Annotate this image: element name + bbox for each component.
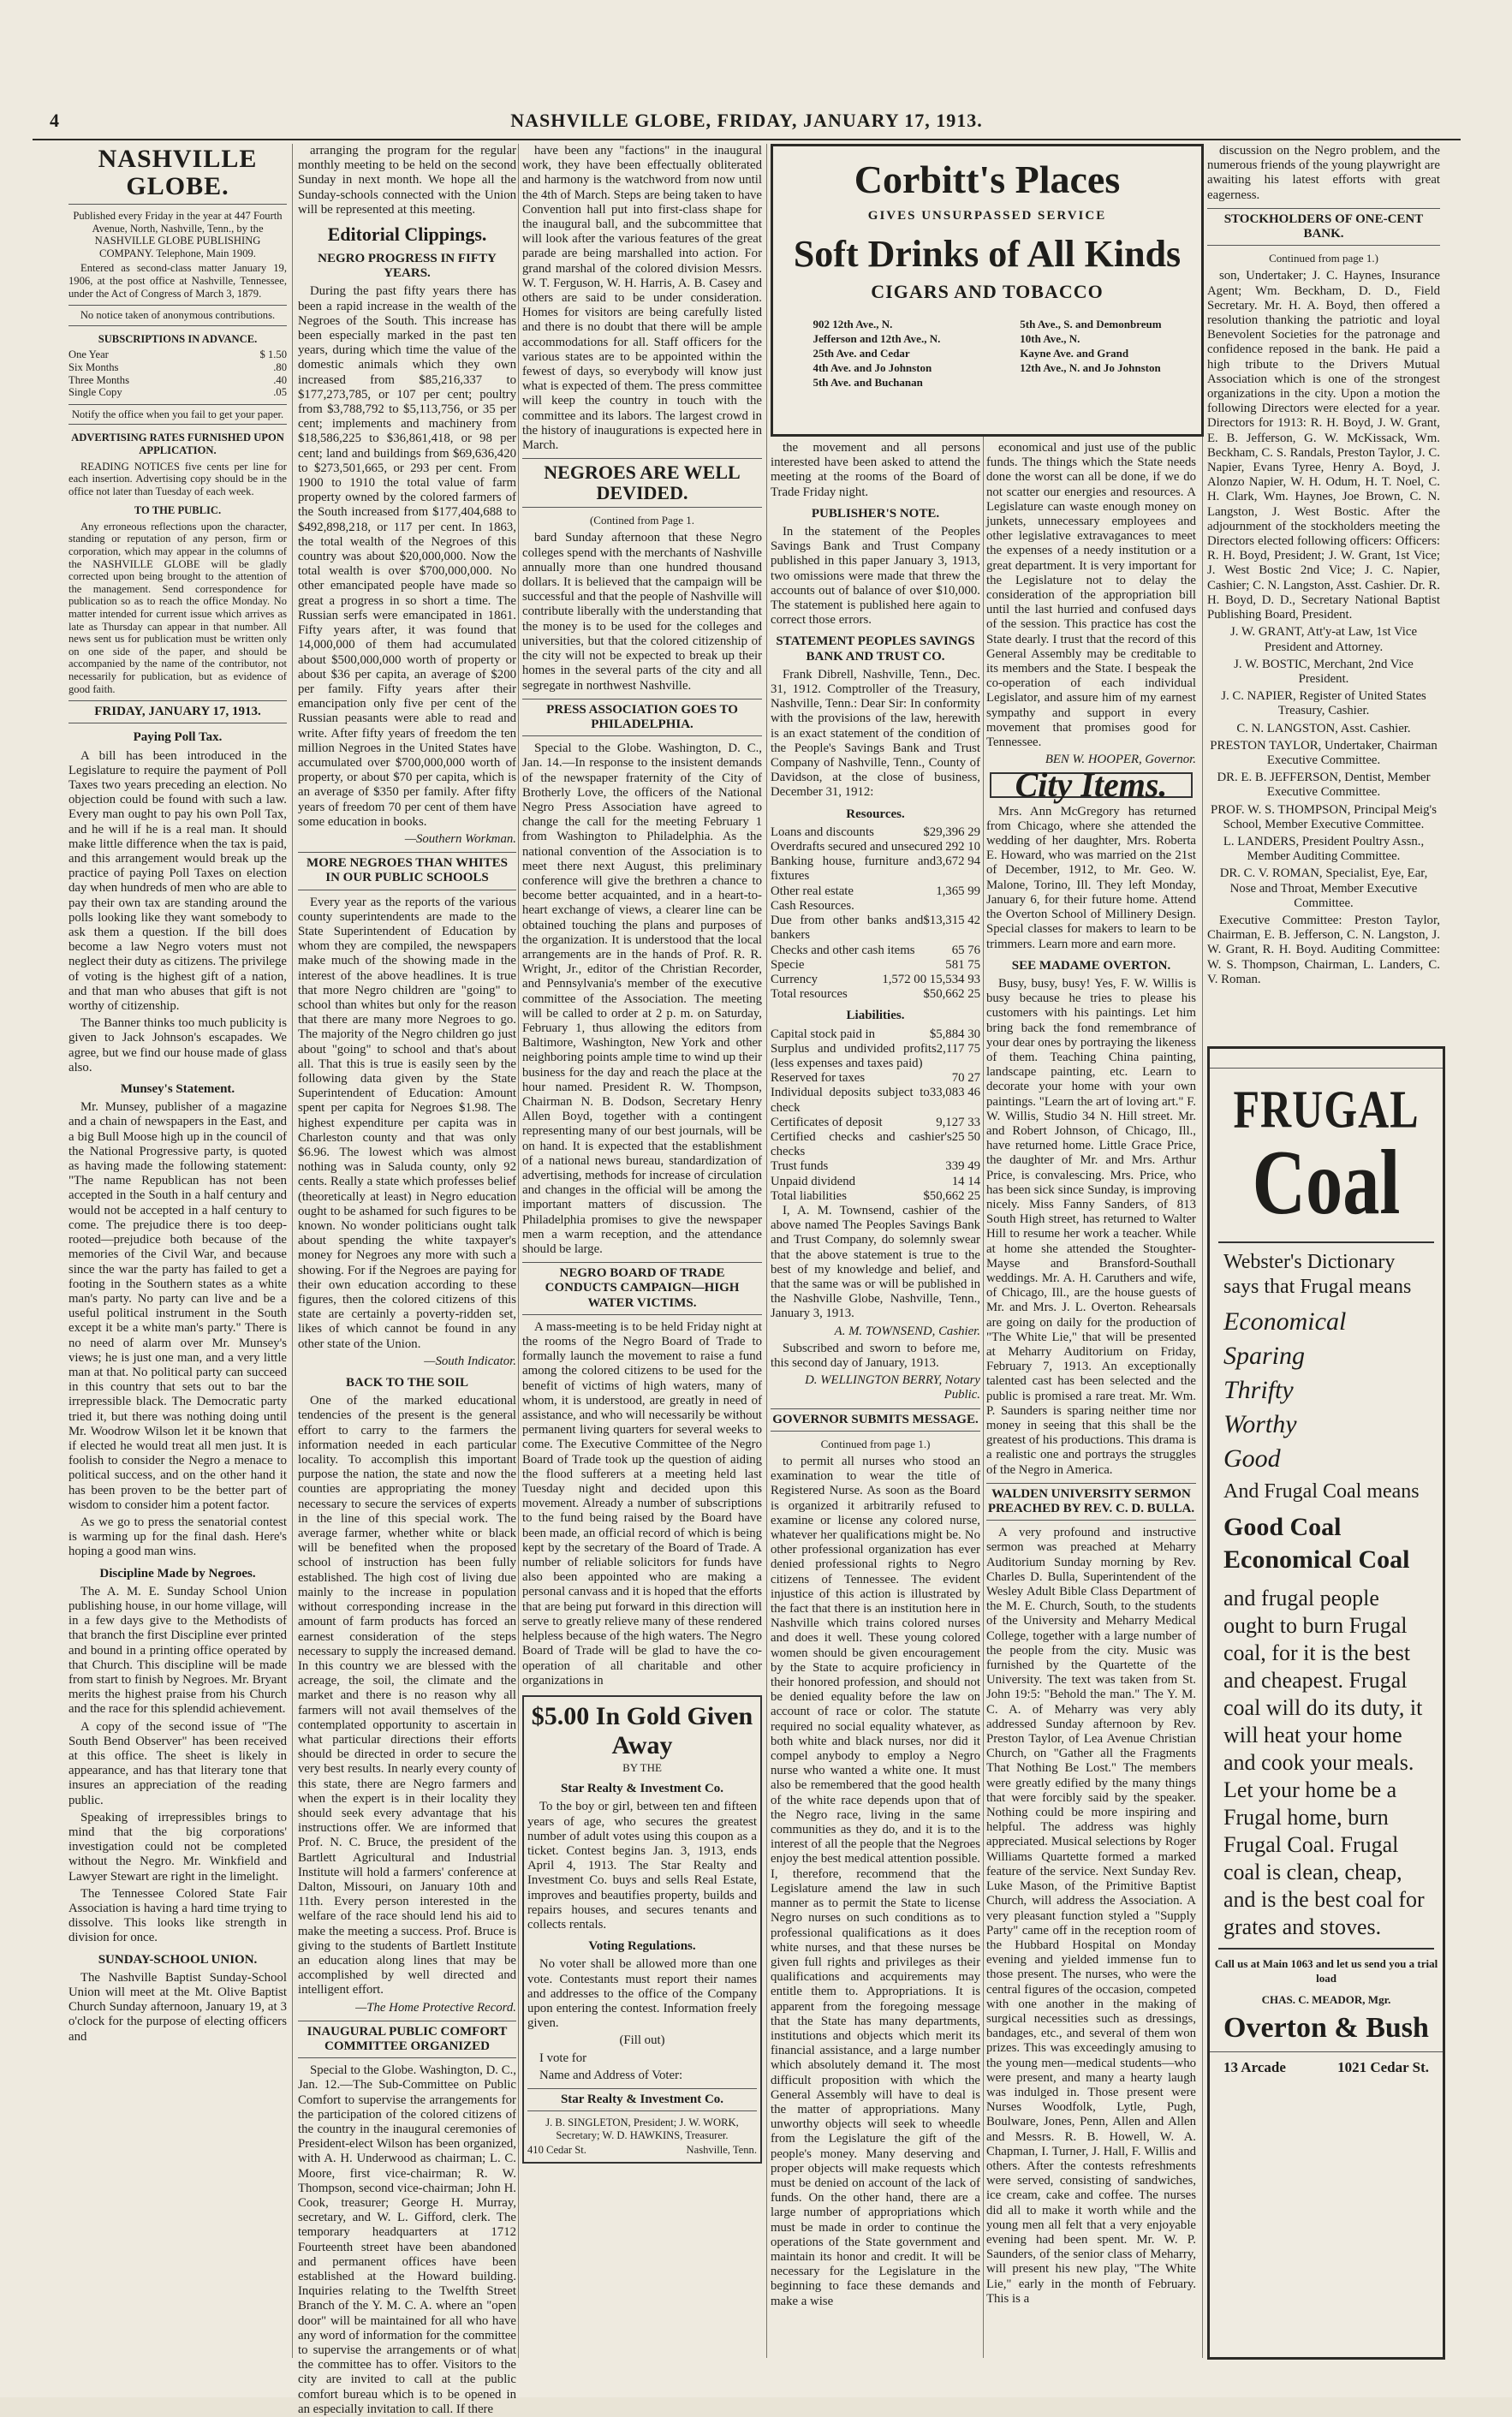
resource-row [771, 914, 980, 943]
liability-row-label: Unpaid dividend [771, 1174, 856, 1188]
corbitt-title: Corbitt's Places [854, 158, 1121, 201]
bank-officer: DR. C. V. ROMAN, Specialist, Eye, Ear, Nose and Throat, Member Executive Committee. [1219, 866, 1428, 910]
press-association-article: Special to the Globe. Washington, D. C., Jan. 14.—In response to the insistent demands of the newspaper fraternity of the City of Brotherly Love, the officers of the National Negro Press Association have agreed to change the call for the meeting February 1 from Washington to Philadelphia. As the national convention of the Association is to meet there next August, this preliminary conference will give the brethren a chance to become better acquainted, and in a heart-to-heart exchange of views, a clearer line can be obtained touching the plans and purposes of the organization. It is understood that the local arrangements are in the hands of Prof. R. R. Wright, Jr., editor of the Christian Recorder, and Pennsylvania's member of the executive committee of the Association. The meeting will be called to order at 2 p. m. on Saturday, February 1, thus allowing the editors from Baltimore, Washington, New York and other neighboring points ample time to wind up their business for the day and reach the place at the hour named. President R. W. Thompson, Chairman N. B. Dodson, Secretary Henry Allen Boyd, together with a contingent representing many of our best journals, will be on hand. It is expected that the establishment of a national news bureau, standardization of advertising, methods for increase of circulation and changes in the official will be among the important matters of discussion. The Philadelphia promises to give the newspaper men a warm reception, and the attendance should be large. [522, 741, 762, 1257]
bank-officer: PRESTON TAYLOR, Undertaker, Chairman Executive Committee. [1210, 738, 1438, 767]
page-number: 4 [50, 110, 59, 131]
city-items-text: Mrs. Ann McGregory has returned from Chicago, where she attended the wedding of her daughter, Mrs. Roberta E. Howard, who was married on the 21st of December, 1912, to Mr. Geo. W. Malone, Torino, Ill. They left Monday, January 6, for their future home. Attend the Overton School of Millinery Design. Special classes for makers to learn to be trimmers. Learn more and earn more. [986, 804, 1196, 951]
corbitt-addresses [773, 317, 1201, 390]
resources-heading: Resources. [846, 807, 905, 821]
economical-coal-line: Economical Coal [1223, 1545, 1410, 1574]
column-6 [1207, 144, 1440, 1036]
gold-giveaway-ad [522, 1695, 762, 2164]
liability-row-label: Reserved for taxes [771, 1071, 866, 1086]
cashier-signature: A. M. TOWNSEND, Cashier. [834, 1324, 980, 1338]
frugal-body: and frugal people ought to burn Frugal coal, for it is the best and cheapest. Frugal coal will do its duty, it will heat your home and cook your meals. Let your home be a Frugal home, burn Frugal Coal. Frugal coal is clean, cheap, and is the best coal for grates and stoves. [1223, 1586, 1425, 1939]
gold-giveaway-by: BY THE [622, 1760, 662, 1774]
walden-sermon-heading: WALDEN UNIVERSITY SERMON PREACHED BY REV. C. D. BULLA. [986, 1483, 1196, 1521]
back-to-soil-heading: BACK TO THE SOIL [346, 1376, 468, 1390]
playwright-continued: discussion on the Negro problem, and the numerous friends of the young playwright are awaiting his latest efforts with great eagerness. [1207, 144, 1440, 202]
negro-progress-article: During the past fifty years there has been a rapid increase in the wealth of the Negroes of the South. This increase has been especially marked in the past ten years, during which time the value of the domestic animals which they own increased from $85,216,337 to $177,273,785, or 107 per cent; poultry from $3,788,792 to $5,113,756, or 35 per cent; implements and machinery from $18,586,225 to $36,861,418, or 98 per cent; land and buildings from $69,636,420 to $273,501,665, or 293 per cent. From 1900 to 1910 the total value of farm property owned by the colored farmers of the South increased from $177,404,688 to $492,898,218, or 117 per cent. In 1863, the total wealth of the Negroes of this country was about $20,000,000. Now the total wealth is over $700,000,000. No other emancipated people have made so great a progress in so short a time. The Russian serfs were emancipated in 1861. Fifty years after, it was found that 14,000,000 of them had accumulated about $500,000,000 worth of property or about $36 per capita, an average of $200 per family. Fifty years after their emancipation only five per cent of the Russian peasants were able to read and write. After fifty years of freedom the ten million Negroes in the United States have accumulated over $700,000,000 worth of property, or about $70 per capita, which is an average of $350 per family. After fifty years of freedom 70 per cent of them have some education in books. [298, 284, 516, 829]
subscription-row-value: $ 1.50 [259, 348, 287, 361]
column-rule [292, 144, 293, 2358]
bank-officer: DR. E. B. JEFFERSON, Dentist, Member Executive Committee. [1217, 771, 1431, 800]
liability-row-value: 70 27 [951, 1071, 980, 1086]
frugal-meaning-word: Thrifty [1223, 1376, 1294, 1404]
bank-officer: L. LANDERS, President Poultry Assn., Member Auditing Committee. [1223, 834, 1425, 864]
negroes-devided-article: bard Sunday afternoon that these Negro colleges spend with the merchants of Nashville annually more than one hundred thousand dollars. It is believed that the campaign will be successful and that the people of Nashville will contribute liberally with the understanding that the money is to be used for the colleges and universities, but that the colored citizenship of the city will not be expected to break up their homes in the several parts of the city and all segregate in northwest Nashville. [522, 531, 762, 693]
column-rule [518, 144, 519, 2358]
voter-name-line: Name and Address of Voter: [539, 2068, 683, 2082]
liability-row [771, 1071, 980, 1086]
board-of-trade-heading: NEGRO BOARD OF TRADE CONDUCTS CAMPAIGN—HIGH WATER VICTIMS. [522, 1262, 762, 1315]
subscription-row [68, 386, 287, 399]
liability-row-value: 2,117 75 [936, 1041, 980, 1056]
to-the-public-heading: TO THE PUBLIC. [134, 504, 222, 517]
board-of-trade-article: A mass-meeting is to be held Friday night at the rooms of the Negro Board of Trade to formally launch the movement to raise a fund among the colored citizens to be used for the benefit of victims of high waters, many of whom, it is understood, are greatly in need of assistance, and who will necessarily be without permanent living quarters for several weeks to come. The Executive Committee of the Negro Board of Trade took up the question of aiding the flood sufferers at a meeting held last Tuesday night and decided upon this movement. Already a number of subscriptions to the fund being raised by the Board have been made, an official record of which is being kept by the secretary of the Board of Trade. A number of reliable solicitors for funds have also been appointed who are making a personal canvass and it is hoped that the efforts that are being put forward in this direction will serve to greatly relieve many of these rendered helpless because of the high waters. The Negro Board of Trade will be glad to have the co-operation of all charitable and other organizations in [522, 1319, 762, 1688]
sunday-school-heading: SUNDAY-SCHOOL UNION. [98, 1952, 258, 1967]
sunday-school-continued: arranging the program for the regular monthly meeting to be held on the second Sunday in next month. We hope all the Sunday-schools connected with the Union will be represented at this meeting. [298, 144, 516, 217]
company-footer: Star Realty & Investment Co. [527, 2088, 757, 2111]
resource-row-label: Cash Resources. [771, 898, 854, 913]
public-schools-heading: MORE NEGROES THAN WHITES IN OUR PUBLIC SCHOOLS [298, 852, 516, 890]
bank-officers-list [1207, 625, 1440, 911]
column-1 [68, 144, 287, 2358]
resource-row [771, 973, 980, 987]
liability-row-value: 33,083 46 [929, 1086, 980, 1100]
to-the-public-text: Any erroneous reflections upon the character, standing or reputation of any person, firm or corporation, which may appear in the columns of the NASHVILLE GLOBE will be gladly corrected upon being brought to the attention of the management. Send correspondence for publication so as to reach the office Monday. No matter intended for current issue which arrives as late as Thursday can appear in that number. All news sent us for publication must be written only on one side of the paper, and should be accompanied by the name of the contributor, not necessarily for publication, but as evidence of good faith. [68, 520, 287, 695]
back-to-soil-source: —The Home Protective Record. [355, 2000, 516, 2015]
notify-notice: Notify the office when you fail to get your paper. [68, 404, 287, 426]
liability-row-label: Surplus and undivided profits (less expenses and taxes paid) [771, 1041, 937, 1070]
resource-row [771, 854, 980, 884]
entry-notice: Entered as second-class matter January 19, 1906, at the post office at Nashville, Tennessee, under the Act of Congress of March 3, 1879. [68, 262, 287, 300]
publisher-info: Published every Friday in the year at 447 Fourth Avenue, North, Nashville, Tenn., by the NASHVILLE GLOBE PUBLISHING COMPANY. Telephone, Main 1909. [73, 210, 283, 259]
bank-statement-intro: Frank Dibrell, Nashville, Tenn., Dec. 31, 1912. Comptroller of the Treasury, Nashville, Tenn.: Dear Sir: In conformity with the provisions of the law, herewith is an exact statement of the condition of the People's Savings Bank and Trust Company of Nashville, Tenn., County of Davidson, at the close of business, December 31, 1912: [771, 667, 980, 800]
resource-row [771, 944, 980, 958]
senatorial-item: As we go to press the senatorial contest is warming up for the final dash. Here's hoping a good man wins. [68, 1515, 287, 1559]
liability-row [771, 1130, 980, 1159]
publishers-note-text: In the statement of the Peoples Savings Bank and Trust Company published in this paper January 3, 1913, two omissions were made that threw the accounts out of balance of over $10,000. The statement is published here again to correct those errors. [771, 525, 980, 628]
subscription-row-label: One Year [68, 348, 109, 361]
resource-row-value: $13,315 42 [923, 914, 980, 928]
notary-signature: D. WELLINGTON BERRY, Notary Public. [805, 1373, 980, 1402]
ad-divider [1218, 1948, 1434, 1950]
resource-row-value: 65 76 [951, 943, 980, 957]
subscription-row-value: .40 [273, 373, 287, 386]
inaugural-heading: INAUGURAL PUBLIC COMFORT COMMITTEE ORGANIZED [298, 2021, 516, 2058]
liability-row [771, 1159, 980, 1174]
resource-row [771, 825, 980, 840]
subscriptions-heading: SUBSCRIPTIONS IN ADVANCE. [98, 332, 258, 345]
resource-row-label: Currency [771, 972, 819, 986]
liability-row-label: Certified checks and cashier's checks [771, 1129, 952, 1159]
governor-signature: BEN W. HOOPER, Governor. [1045, 753, 1196, 767]
resource-row-label: Checks and other cash items [771, 943, 915, 957]
bank-officer: C. N. LANGSTON, Asst. Cashier. [1236, 721, 1411, 735]
subscription-row-label: Single Copy [68, 386, 122, 399]
liabilities-table [771, 1027, 980, 1204]
public-schools-source: —South Indicator. [424, 1354, 516, 1368]
negro-progress-source: —Southern Workman. [404, 831, 516, 846]
frugal-meaning-word: Good [1223, 1444, 1281, 1473]
voting-regulations-heading: Voting Regulations. [588, 1939, 696, 1954]
subscription-row [68, 374, 287, 387]
frugal-coal-ad [1207, 1046, 1445, 2360]
resource-row-label: Specie [771, 957, 805, 972]
corbitt-drinks: Soft Drinks of All Kinds [793, 233, 1182, 275]
column-4 [771, 441, 980, 2358]
advertising-rates: READING NOTICES five cents per line for each insertion. Advertising copy should be in the office not later than Tuesday of each week. [68, 460, 287, 497]
liability-row-value: $50,662 25 [923, 1188, 980, 1203]
company-address [527, 2144, 757, 2157]
stockholders-continued-note: Continued from page 1.) [1269, 252, 1378, 265]
resource-row-value: 1,572 00 15,534 93 [882, 972, 980, 986]
negroes-devided-heading: NEGROES ARE WELL DEVIDED. [522, 458, 762, 508]
stockholders-article: son, Undertaker; J. C. Haynes, Insurance Agent; Wm. Beckham, D. D., Field Secretary. Mr. H. A. Boyd, then offered a resolution thanking the patriotic and loyal Benevolent Societies for the patronage and confidence reposed in the bank. He paid a high tribute to the Drivers Mutual Association which is one of the strongest organizations in the city. Upon a motion the following Directors were elected for a year. Directors for 1913: R. H. Boyd, J. W. Grant, E. B. Jefferson, G. W. McKissack, Wm. Beckham, C. S. Randals, Preston Taylor, J. C. Napier, Evans Tyree, Henry A. Boyd, J. Alonzo Napier, W. H. Odum, H. T. Noel, C. H. Clark, Wm. Haynes, Joe Brown, C. N. Langston, J. West Bostic. After the adjournment of the stockholders meeting the Directors elected following officers: Officers: R. H. Boyd, President; J. W. Grant, 1st Vice; J. West Bostic 2nd Vice; J. C. Napier, Cashier; C. N. Langston, Asst. Cashier. Dr. R. H. Boyd, D. D., Secretary National Baptist Publishing Board, President. [1207, 269, 1440, 622]
column-rule [1202, 144, 1203, 2358]
poll-tax-article: A bill has been introduced in the Legislature to require the payment of Poll Taxes two years preceding an election. No objection could be found with such a law. Every man ought to pay his own Poll Tax, and he will if he is a real man. It should make little difference when the tax is paid, and this arrangement would break up the practice of paying Poll Taxes on election day when hundreds of men who are able to pay their own tax are standing around the polls looking like they want somebody to ask them a question. If the bill does become a law Negro voters must not neglect their duty as citizens. The privilege of voting is the highest gift of a nation, and that man who abuses that gift is not worthy of citizenship. [68, 748, 287, 1014]
subscription-row-label: Six Months [68, 360, 119, 373]
city-items-heading: City Items. [990, 772, 1193, 797]
inaugural-article: Special to the Globe. Washington, D. C., Jan. 12.—The Sub-Committee on Public Comfort to supervise the arrangements for the participation of the colored citizens of the country in the inaugural ceremonies of President-elect Wilson has been organized, with A. H. Underwood as chairman; L. C. Moore, first vice-chairman; R. W. Thompson, second vice-chairman; John H. Cook, treasurer; George H. Murray, secretary, and W. L. Gifford, clerk. The temporary headquarters at 1712 Fourteenth street have been abandoned and permanent offices have been established at the Howard building. Inquiries relating to the Twelfth Street Branch of the Y. M. C. A. where an "open door" will be maintained for all who have any word of information for the committee to supervise the arrangements or of what the committee has to offer. Visitors to the city are invited to call at the public comfort bureau which is to be opened in an especially invitation to call. If there [298, 2063, 516, 2416]
company-city: Nashville, Tenn. [686, 2144, 757, 2157]
liability-row-value: 25 50 [951, 1129, 980, 1144]
discipline-heading: Discipline Made by Negroes. [99, 1566, 256, 1581]
munsey-article: Mr. Munsey, publisher of a magazine and a chain of newspapers in the East, and a big Bull Moose high up in the council of the National Progressive party, is quoted as having made the following statement: "The name Republican has not been accepted in the South in a half century and would not be accepted in a half century to come. The prejudice there is too deep-rooted—prejudice both because of the memories of the Civil War, and because since the war the party has failed to get a footing in the Southern states as a white man's party. No party can live and be a useful political instrument in the South except it be a white man's party." There is no need of alarm over Mr. Munsey's views; he is just one man, and a very little man at that. No political party can succeed in this country that sets out to bar the irrepressible black. The Democratic party tried it, but there was nothing doing until Mr. Woodrow Wilson let it be known that if elected he would treat all men just. It is foolish to consider the Negro a menace to political success, and on the other hand it has been proven to be the better part of wisdom to consider him a potent factor. [68, 1100, 287, 1512]
firm-name: Overton & Bush [1223, 2012, 1429, 2044]
firm-address-right: 1021 Cedar St. [1337, 2059, 1429, 2075]
governor-message-article: to permit all nurses who stood an examination to wear the title of Registered Nurse. As soon as the Board is organized it arbitrarily refused to examine or license any colored nurse, whatever her qualifications might be. No other professional organization has ever denied professional rights to Negro citizens of Tennessee. The evident injustice of this action is illustrated by the fact that there is an institution here in Nashville which trains colored nurses and does it well. These young colored women should be given encouragement by the State to acquire proficiency in their honored profession, and should not be denied equality before the law on account of race or color. The statute required no social equality whatever, as both white and black nurses, nor did it compel anybody to employ a Negro nurse who wanted a white one. It must also be remembered that the good health of the white race depends upon that of the Negro race, living in the same communities as they do, and it is to the interest of all the people that the Negroes enjoy the best medical attention possible. I, therefore, recommend that the Legislature amend the law in such manner as to permit the State to license Negro nurses on such conditions as to professional qualifications as it does white nurses, and that these nurses be given full rights and privileges as their qualifications and acquirements may entitle them to. Appropriations. It is apparent from the foregoing message that the State has many departments, institutions and objects which merit its financial assistance, and a large number which absolutely demand it. The most difficult proposition with which the General Assembly will have to deal is the matter of appropriations. Many unworthy objects will seek to wheedle from the Legislature the gift of the people's money. Many deserving and proper objects will make requests which must be denied on account of the lack of funds. On the other hand, there are a large number of appropriations which must be made in order to continue the operations of the State government and maintain its honor and credit. It will be necessary for the Legislature in the beginning to face these demands and make a wise [771, 1455, 980, 2308]
madame-overton-text: Busy, busy, busy! Yes, F. W. Willis is busy because he tries to please his customers with his paintings. Let him bring back the fond remembrance of your dear ones by portraying the likeness of them. Teaching China painting, landscape painting, etc. Learn to decorate your home with your own paintings. "Learn the art of loving art." F. W. Willis, Studio 34 N. Hill street. Mr. and Robert Johnson, of Chicago, Ill., have returned home. Little Grace Price, the daughter of Mr. and Mrs. Arthur Price, is convalescing. Mrs. Price, who has been sick since Sunday, is improving nicely. Miss Fanny Sanders, of 813 South High street, has returned to Walter Hill to resume her work a teacher. While at home she attended the Stoughter-Mayse and Bransford-Southall weddings. Mr. A. H. Caruthers and wife, of Chicago, Ill., are the house guests of Mr. and Mrs. J. L. Overton. Rehearsals are going on daily for the production of "The White Lie," that will be presented at Meharry Auditorium on Friday, February 7, 1913. An exceptionally talented cast has been selected and the public is promised a rare treat. Mr. Wm. P. Saunders is sparing neither time nor money in seeing that this shall be the greatest of his productions. This drama is a realistic one and portrays the struggles of the Negro in America. [986, 976, 1196, 1477]
resource-row-label: Banking house, furniture and fixtures [771, 854, 937, 884]
coal-title: Coal [1252, 1132, 1401, 1234]
resource-row-value: 581 75 [945, 957, 980, 972]
column-2 [298, 144, 516, 2416]
masthead: NASHVILLE GLOBE. [68, 146, 287, 205]
publishers-note-heading: PUBLISHER'S NOTE. [811, 506, 940, 521]
liability-row-label: Individual deposits subject to check [771, 1086, 930, 1115]
frugal-meaning-word: Economical [1223, 1307, 1347, 1336]
good-coal-line: Good Coal [1223, 1513, 1342, 1541]
resource-row-value: 3,672 94 [936, 854, 980, 869]
resource-row-label: Overdrafts secured and unsecured [771, 840, 943, 854]
liability-row-value: 339 49 [945, 1159, 980, 1174]
firm-address-left: 13 Arcade [1223, 2059, 1286, 2075]
gold-giveaway-text: To the boy or girl, between ten and fifteen years of age, who secures the greatest number of adult votes using this coupon as a ticket. Contest begins Jan. 3, 1913, ends April 4, 1913. The Star Realty and Investment Co. buys and sells Real Estate, improves and beautifies property, builds and repairs houses, and secures tenants and collects rentals. [527, 1800, 757, 1932]
resource-row-value: $29,396 29 [923, 825, 980, 839]
corbitt-addresses-right: 5th Ave., S. and Demonbreum 10th Ave., N. Kayne Ave. and Grand 12th Ave., N. and Jo Johnston [1020, 318, 1162, 374]
stockholders-heading: STOCKHOLDERS OF ONE-CENT BANK. [1207, 208, 1440, 246]
bank-officer: PROF. W. S. THOMPSON, Principal Meig's School, Member Executive Committee. [1211, 802, 1437, 831]
subscription-row-label: Three Months [68, 373, 129, 386]
bank-officer: J. W. BOSTIC, Merchant, 2nd Vice President. [1234, 657, 1414, 686]
column-rule [766, 144, 767, 2358]
resource-row-value: $50,662 25 [923, 987, 980, 1002]
banner-item: The Banner thinks too much publicity is given to Jack Johnson's escapades. We agree, but we find our house made of glass also. [68, 1016, 287, 1075]
corbitt-addresses-left: 902 12th Ave., N. Jefferson and 12th Ave., N. 25th Ave. and Cedar 4th Ave. and Jo Johnston 5th Ave. and Buchanan [813, 318, 941, 389]
dateline: FRIDAY, JANUARY 17, 1913. [68, 700, 287, 723]
resource-row-label: Total resources [771, 987, 848, 1002]
column-rule [983, 437, 984, 2358]
negroes-devided-continued-note: (Contined from Page 1. [589, 514, 695, 527]
gold-giveaway-company: Star Realty & Investment Co. [560, 1782, 724, 1796]
liability-row [771, 1027, 980, 1042]
bank-officer: J. W. GRANT, Att'y-at Law, 1st Vice President and Attorney. [1229, 625, 1418, 654]
call-line: Call us at Main 1063 and let us send you a trial load [1214, 1957, 1438, 1985]
company-street: 410 Cedar St. [527, 2144, 586, 2157]
liability-row [771, 1042, 980, 1071]
subscription-row [68, 361, 287, 374]
resources-table [771, 825, 980, 1002]
discipline-article: The A. M. E. Sunday School Union publishing house, in our home village, will in a few days give to the Methodists of that branch the first Discipline ever printed and bound in a printing office operated by that Church. This discipline will be made from start to finish by Negroes. Mr. Bryant merits the highest praise from his Church and the race for this splendid achievement. [68, 1584, 287, 1717]
fill-out-note: (Fill out) [619, 2033, 665, 2048]
resource-row-value: 1,365 99 [936, 884, 980, 898]
gold-giveaway-title: $5.00 In Gold Given Away [531, 1701, 753, 1759]
resource-row [771, 899, 980, 914]
voting-regulations-text: No voter shall be allowed more than one vote. Contestants must report their names and addresses to the office of the Company upon entering the contest. Information freely given. [527, 1957, 757, 2031]
column-5 [986, 441, 1196, 2358]
governor-message-heading: GOVERNOR SUBMITS MESSAGE. [771, 1408, 980, 1432]
back-to-soil-article: One of the marked educational tendencies of the present is the general effort to carry to the farmers the information needed in each particular locality. To accomplish this important purpose the nation, the state and now the counties are appropriating the money necessary to secure the services of experts in the line of this special work. The average farmer, whether white or black will be benefited when the proposed school of instruction has been fully established. The high cost of living due mainly to the increase in population without corresponding increase in the amount of farm products has forced an earnest consideration of the steps necessary to supply the increased demand. In this country we are blessed with the acreage, the soil, the climate and the market and there is no reason why all farmers will not avail themselves of the contemplated opportunity to ascertain in what particular directions their efforts should be directed in order to secure the very best results. In nearly every county of this state, there are Negro farmers and when the expert is in their locality they should seek every advantage that his instructions offer. We are informed that Prof. N. C. Bruce, the president of the Bartlett Agricultural and Industrial Institute will hold a farmers' conference at Dalton, Missouri, on January 10th and 11th. Every person interested in the welfare of the race should lend his aid to make the meeting a success. Prof. Bruce is giving to the students of Bartlett Institute an education along lines that may be accomplished by well directed and intelligent effort. [298, 1394, 516, 1997]
state-fair-item: The Tennessee Colored State Fair Association is having a hard time trying to dissolve. This looks like strength in division for once. [68, 1886, 287, 1945]
liability-row [771, 1086, 980, 1115]
page-header [33, 104, 1461, 140]
subscriptions-table [68, 348, 287, 398]
liability-row [771, 1116, 980, 1130]
resource-row-label: Loans and discounts [771, 825, 874, 839]
board-of-trade-continued: the movement and all persons interested have been asked to attend the meeting at the rooms of the Board of Trade Friday night. [771, 441, 980, 499]
frugal-coal-means: And Frugal Coal means [1223, 1480, 1420, 1503]
sworn-statement: Subscribed and sworn to before me, this second day of January, 1913. [771, 1341, 980, 1370]
liability-row-value: 9,127 33 [936, 1115, 980, 1129]
frugal-title: FRUGAL [1233, 1079, 1420, 1139]
madame-overton-heading: SEE MADAME OVERTON. [1011, 958, 1171, 973]
resource-row [771, 987, 980, 1002]
dictionary-line: Webster's Dictionary says that Frugal means [1223, 1251, 1412, 1298]
firm-addresses [1210, 2051, 1443, 2083]
advertising-heading: ADVERTISING RATES FURNISHED UPON APPLICATION. [71, 432, 284, 456]
poll-tax-heading: Paying Poll Tax. [133, 730, 223, 745]
liability-row-value: $5,884 30 [929, 1027, 980, 1041]
negro-progress-heading: NEGRO PROGRESS IN FIFTY YEARS. [318, 252, 497, 281]
liability-row-label: Total liabilities [771, 1188, 847, 1203]
sunday-school-article: The Nashville Baptist Sunday-School Union will meet at the Mt. Olive Baptist Church Sunday afternoon, January 19, at 3 o'clock for the purpose of electing officers and [68, 1970, 287, 2044]
resource-row-label: Other real estate [771, 884, 854, 898]
bank-officer: J. C. NAPIER, Register of United States Treasury, Cashier. [1221, 689, 1426, 718]
cashier-attestation: I, A. M. Townsend, cashier of the above named The Peoples Savings Bank and Trust Company, do solemnly swear that the above statement is true to the best of my knowledge and belief, and that the same was or will be published in the Nashville Globe, Nashville, Tenn., January 3, 1913. [771, 1203, 980, 1321]
south-bend-item: A copy of the second issue of "The South Bend Observer" has been received at this office. The sheet is likely in appearance, and has that literary tone that insures an appreciation of the reading public. [68, 1719, 287, 1807]
manager-line: CHAS. C. MEADOR, Mgr. [1261, 1993, 1391, 2006]
liability-row-label: Capital stock paid in [771, 1027, 876, 1041]
liability-row-value: 14 14 [951, 1174, 980, 1188]
bank-statement-heading: STATEMENT PEOPLES SAVINGS BANK AND TRUST CO. [776, 634, 975, 664]
editorial-clippings-heading: Editorial Clippings. [327, 223, 487, 246]
public-schools-article: Every year as the reports of the various county superintendents are made to the State Superintendent of Education by whom they are compiled, the newspapers make much of the showing made in the interest of the above headlines. It is true that more Negro children are "going" to school than whites but only for the reason that there are many more Negroes to go. The majority of the Negro children go just about "going" to school and that's about all. That this is true is easily seen by the following data given by the State Superintendent of Education: Amount spent per capita for Negroes $1.98. The highest expenditure per capita was in Charleston county and that was only $6.96. The lowest which was almost nothing was in Saluda county, only 92 cents. Really a state which professes belief (theoretically at least) in Negro education ought to be ashamed for such figures to be known. No wonder politicians ought talk about spending the white taxpayer's money for Negroes any more with such a showing. For if the Negroes are paying for their own education according to these figures, then the colored citizens of this state are certainly a poverty-ridden set, likes of which cannot be found in any other state of the Union. [298, 895, 516, 1351]
liabilities-heading: Liabilities. [846, 1009, 905, 1023]
walden-sermon-article: A very profound and instructive sermon was preached at Meharry Auditorium Sunday morning by Rev. Charles D. Bulla, Superintendent of the Wesley Adult Bible Class Department of the M. E. Church, South, to the students of the University and Meharry Medical College, together with a large number of the people from the city. Music was furnished by the Quartette of the University. The text was taken from St. John 19:5: "Behold the man." The Y. M. C. A. of Meharry was very ably addressed Sunday afternoon by Rev. Preston Taylor, of Lea Avenue Christian Church, on "Gather all the Fragments That Nothing Be Lost." The members were greatly edified by the many things that were forcibly said by the speaker. Nothing could be more inspiring and helpful. The address was highly appreciated. Musical selections by Roger Williams Quartette formed a marked feature of the service. Next Sunday Rev. Luke Mason, of the Primitive Baptist Church, will address the Association. A very pleasant function styled a "Supply Party" came off in the reception room of the Hubbard Hospital on Monday evening and yielded immense fun to those present. The nurses, who were the central figures of the occasion, competed with one another in the making of surgical necessities such as dressings, bandages, etc., and several of them won prizes. This was exceedingly amusing to the young men—medical students—who were present, and many a hearty laugh was indulged in. Those present were Nurses Woodfolk, Lytle, Pugh, Boulware, Jones, Penn, Allen and Allen and Messrs. R. B. Howell, W. A. Chapman, I. Turner, J. Hall, F. Willis and others. After the contests refreshments were served, consisting of sandwiches, ice cream, cake and coffee. The nurses did all to make it worth while and the young men all felt that a very enjoyable evening had been spent. Mr. W. P. Saunders, of the senior class of Meharry, will present his new play, "The White Lie," early in the month of February. This is a [986, 1526, 1196, 2306]
governor-message-continued-note: Continued from page 1.) [820, 1437, 931, 1450]
resource-row [771, 958, 980, 973]
liability-row-label: Certificates of deposit [771, 1115, 883, 1129]
company-officers: J. B. SINGLETON, President; J. W. WORK, Secretary; W. D. HAWKINS, Treasurer. [545, 2116, 739, 2141]
resource-row [771, 840, 980, 854]
subscription-row [68, 348, 287, 361]
irrepressibles-item: Speaking of irrepressibles brings to mind that the big corporations' investigation could not be completed without the Negro. Mr. Winkfield and Lawyer Stewart are right in the limelight. [68, 1810, 287, 1884]
frugal-meaning-word: Sparing [1223, 1342, 1306, 1370]
anonymous-notice: No notice taken of anonymous contributions. [68, 305, 287, 326]
ad-divider [1218, 1241, 1434, 1243]
munsey-heading: Munsey's Statement. [120, 1082, 235, 1097]
frugal-meaning-word: Worthy [1223, 1410, 1297, 1438]
press-association-heading: PRESS ASSOCIATION GOES TO PHILADELPHIA. [522, 699, 762, 736]
column-3 [522, 144, 762, 2358]
governor-message-continued: economical and just use of the public funds. The things which the State needs done the worst can all be done, if we do not scatter our energies and resources. A Legislature can waste enough money on junkets, unnecessary employees and other legislative extravagances to meet the expenses of a needy institution or a great department. It is very important for the Legislature not to delay the consideration of the appropriation bill until the last hurried and confused days of the session. This practice has cost the State dearly. I trust that the record of this General Assembly may be creditable to its members and the State. I bespeak the co-operation of each individual Legislator, and assure him of my earnest sympathy and support in every movement that promises good for Tennessee. [986, 441, 1196, 750]
corbitt-service: GIVES UNSURPASSED SERVICE [867, 209, 1107, 223]
inaugural-continued: have been any "factions" in the inaugural work, they have been effectually obliterated and harmony is the watchword from now until the 4th of March. Steps are being taken to have Convention hall put into first-class shape for the inaugural ball, and the subcommittee that will look after the various features of the great parade are being marshalled into action. For grand marshal of the colored division Messrs. W. T. Ferguson, W. H. Harris, A. B. Casey and others are said to be under consideration. Homes for visitors are being carefully listed and there is no doubt that there will be ample accommodations for all. Staff officers for the various states are to be appointed within the fewest of days, so everybody will know just what is expected of them. The press committee will keep the country in touch with the committee and its labors. The largest crowd in the history of inaugurations is expected here in March. [522, 144, 762, 453]
liability-row [771, 1189, 980, 1204]
ad-top-bar [1210, 1049, 1443, 1069]
page-title: NASHVILLE GLOBE, FRIDAY, JANUARY 17, 1913. [510, 110, 983, 131]
resource-row-label: Due from other banks and bankers [771, 914, 924, 943]
liability-row [771, 1175, 980, 1189]
subscription-row-value: .05 [273, 386, 287, 399]
corbitt-cigars: CIGARS AND TOBACCO [871, 281, 1104, 302]
bank-committees: Executive Committee: Preston Taylor, Chairman, E. B. Jefferson, C. N. Langston, J. W. Grant, R. H. Boyd. Auditing Committee: W. S. Thompson, Chairman, L. Landers, C. V. Roman. [1207, 913, 1440, 986]
corbitts-places-ad [771, 144, 1204, 437]
liability-row-label: Trust funds [771, 1159, 829, 1174]
vote-for-line: I vote for [539, 2051, 587, 2065]
resource-row-value: 292 10 [945, 840, 980, 854]
resource-row [771, 884, 980, 899]
subscription-row-value: .80 [273, 360, 287, 373]
frugal-meanings [1210, 1305, 1443, 1476]
